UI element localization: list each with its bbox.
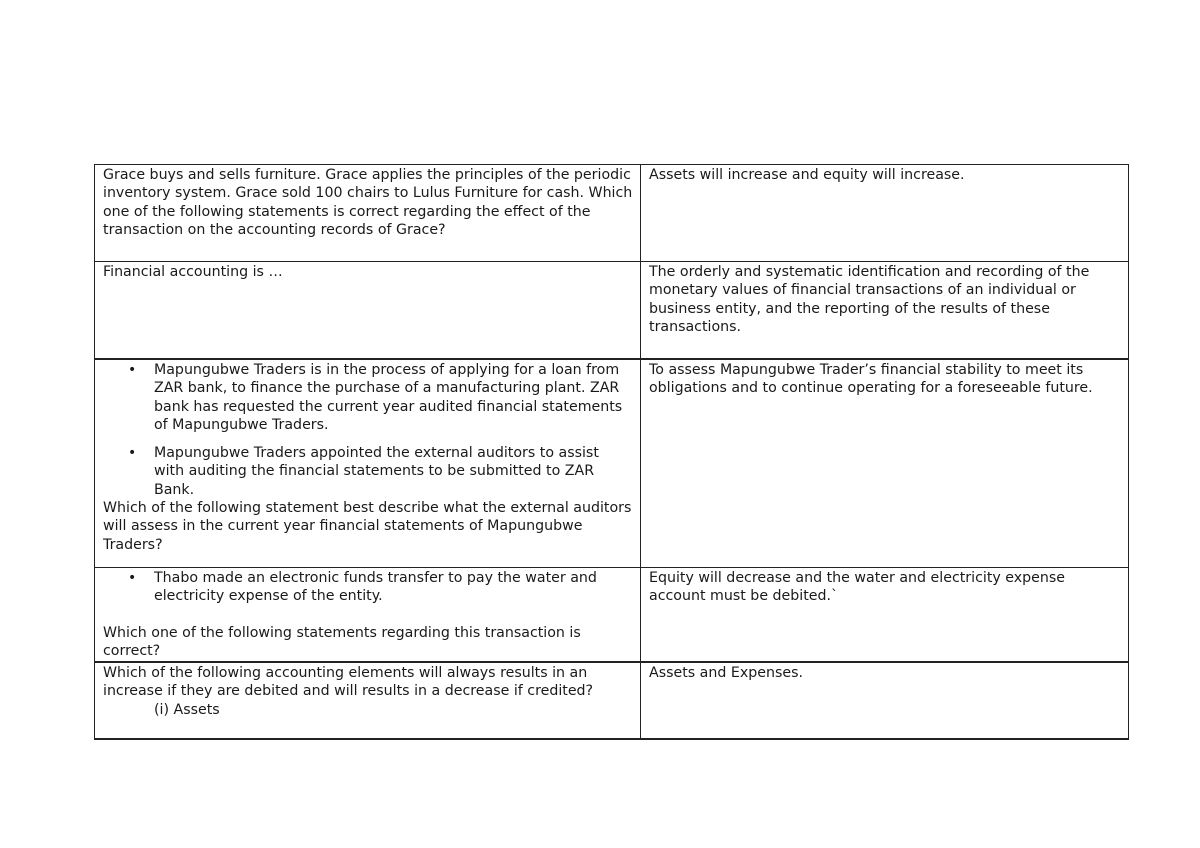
question-text: Which of the following accounting elements will always results in an increase if they are debited and will results in a decrease if credited? — [103, 665, 594, 700]
sub-item-text: (i) Assets — [154, 701, 220, 718]
answer-cell — [641, 568, 1129, 663]
question-cell — [95, 359, 641, 568]
bullet-list — [103, 361, 633, 499]
question-cell — [95, 568, 641, 663]
answer-cell — [641, 262, 1129, 360]
question-text: Which one of the following statements regarding this transaction is correct? — [103, 624, 581, 659]
bullet-list — [103, 569, 633, 606]
table-row — [95, 568, 1129, 663]
bullet-item: • Mapungubwe Traders is in the process of applying for a loan from ZAR bank, to finance the purchase of a manufacturing plant. ZAR bank has requested the current year audited financial statements of Mapungubwe Traders. — [154, 361, 633, 434]
answer-text: The orderly and systematic identification and recording of the monetary values of financial transactions of an individual or business entity, and the reporting of the results of these transactions. — [649, 264, 1090, 335]
answer-cell — [641, 165, 1129, 262]
answer-text: Assets and Expenses. — [649, 665, 803, 681]
question-text: Which of the following statement best describe what the external auditors will assess in the current year financial statements of Mapungubwe Traders? — [103, 500, 632, 553]
answer-cell — [641, 662, 1129, 739]
question-cell — [95, 662, 641, 739]
answer-text: Equity will decrease and the water and electricity expense account must be debited.` — [649, 570, 1066, 605]
table-row — [95, 165, 1129, 262]
blank-line — [103, 606, 633, 624]
question-text: Grace buys and sells furniture. Grace applies the principles of the periodic inventory system. Grace sold 100 chairs to Lulus Furniture for cash. Which one of the following statements is correct regarding the effect of the transaction on the accounting records of Grace? — [103, 167, 633, 238]
answer-text: To assess Mapungubwe Trader’s financial stability to meet its obligations and to continue operating for a foreseeable future. — [649, 362, 1093, 397]
table-row — [95, 662, 1129, 739]
question-answer-table — [94, 164, 1129, 740]
answer-text: Assets will increase and equity will increase. — [649, 167, 965, 183]
question-cell — [95, 262, 641, 360]
table-row — [95, 262, 1129, 360]
question-text: Financial accounting is … — [103, 264, 283, 280]
bullet-item: • Thabo made an electronic funds transfer to pay the water and electricity expense of the entity. — [154, 569, 633, 606]
answer-cell — [641, 359, 1129, 568]
bullet-item: • Mapungubwe Traders appointed the external auditors to assist with auditing the financial statements to be submitted to ZAR Bank. — [154, 444, 633, 499]
question-cell — [95, 165, 641, 262]
table-row — [95, 359, 1129, 568]
